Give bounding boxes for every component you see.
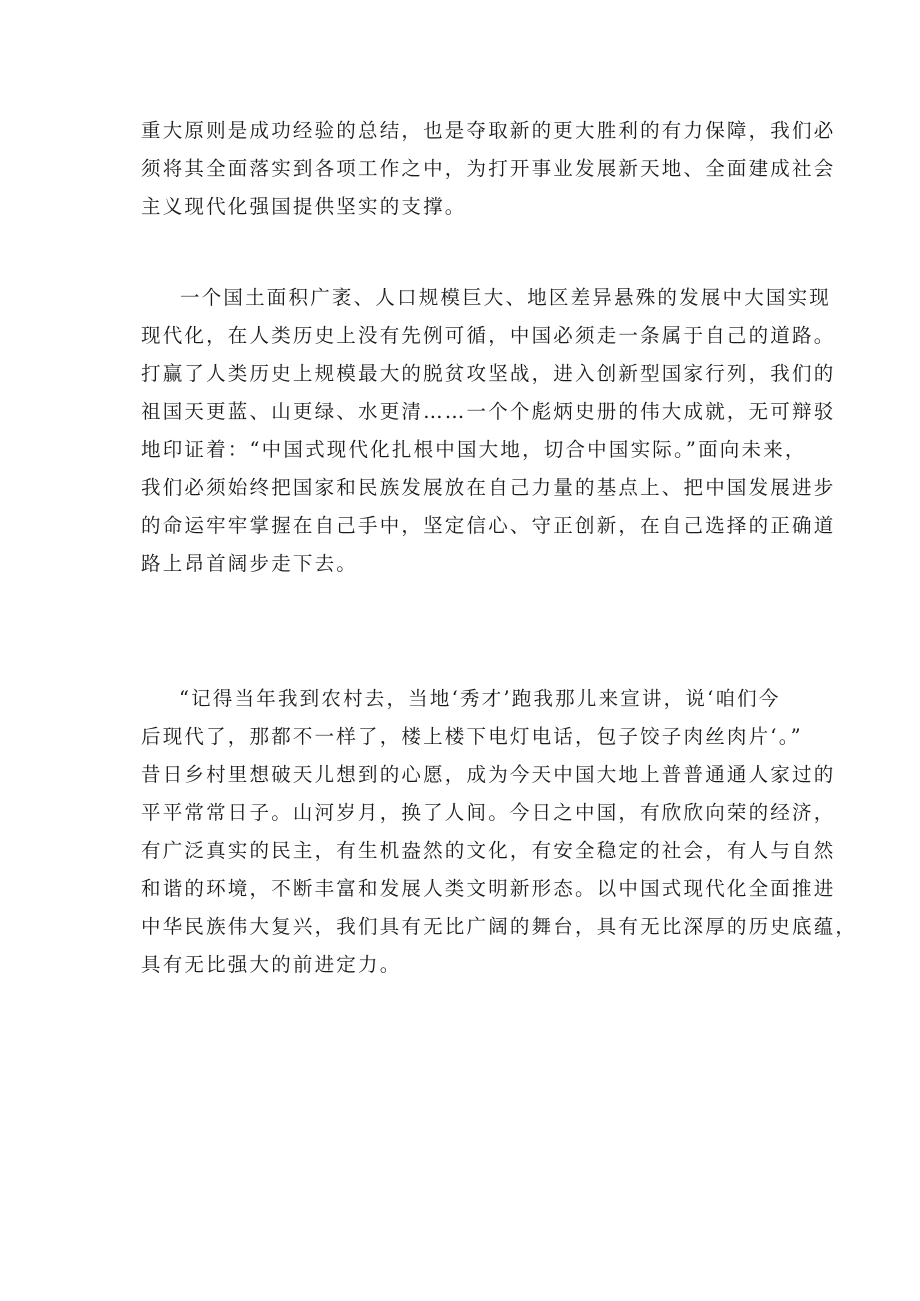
text-line: 平平常常日子。山河岁月，换了人间。今日之中国，有欣欣向荣的经济， (141, 801, 836, 824)
text-line: 现代化，在人类历史上没有先例可循，中国必须走一条属于自己的道路。 (141, 324, 836, 347)
text-line: 中华民族伟大复兴，我们具有无比广阔的舞台，具有无比深厚的历史底蕴， (141, 915, 858, 938)
text-line: 祖国天更蓝、山更绿、水更清……一个个彪炳史册的伟大成就，无可辩驳 (141, 400, 836, 423)
text-line: 路上昂首阔步走下去。 (141, 552, 359, 575)
paragraph-1 (141, 112, 836, 226)
paragraph-3 (141, 680, 858, 984)
text-line: 一个国土面积广袤、人口规模巨大、地区差异悬殊的发展中大国实现 (180, 286, 832, 309)
text-line: 我们必须始终把国家和民族发展放在自己力量的基点上、把中国发展进步 (141, 476, 836, 499)
paragraph-2 (141, 279, 836, 583)
text-line: 主义现代化强国提供坚实的支撑。 (141, 195, 467, 218)
text-line: 昔日乡村里想破天儿想到的心愿，成为今天中国大地上普普通通人家过的 (141, 763, 836, 786)
text-line: 须将其全面落实到各项工作之中，为打开事业发展新天地、全面建成社会 (141, 157, 836, 180)
text-line: 打赢了人类历史上规模最大的脱贫攻坚战，进入创新型国家行列，我们的 (141, 362, 836, 385)
text-line: “记得当年我到农村去，当地‘秀才’跑我那儿来宣讲，说‘咱们今 (179, 687, 781, 710)
text-line: 和谐的环境，不断丰富和发展人类文明新形态。以中国式现代化全面推进 (141, 877, 836, 900)
text-line: 地印证着：“中国式现代化扎根中国大地，切合中国实际。”面向未来， (141, 438, 807, 461)
text-line: 有广泛真实的民主，有生机盎然的文化，有安全稳定的社会，有人与自然 (141, 839, 836, 862)
text-line: 具有无比强大的前进定力。 (141, 953, 402, 976)
text-line: 后现代了，那都不一样了，楼上楼下电灯电话，包子饺子肉丝肉片‘。” (141, 725, 803, 748)
text-line: 的命运牢牢掌握在自己手中，坚定信心、守正创新，在自己选择的正确道 (141, 514, 836, 537)
text-line: 重大原则是成功经验的总结，也是夺取新的更大胜利的有力保障，我们必 (141, 119, 836, 142)
